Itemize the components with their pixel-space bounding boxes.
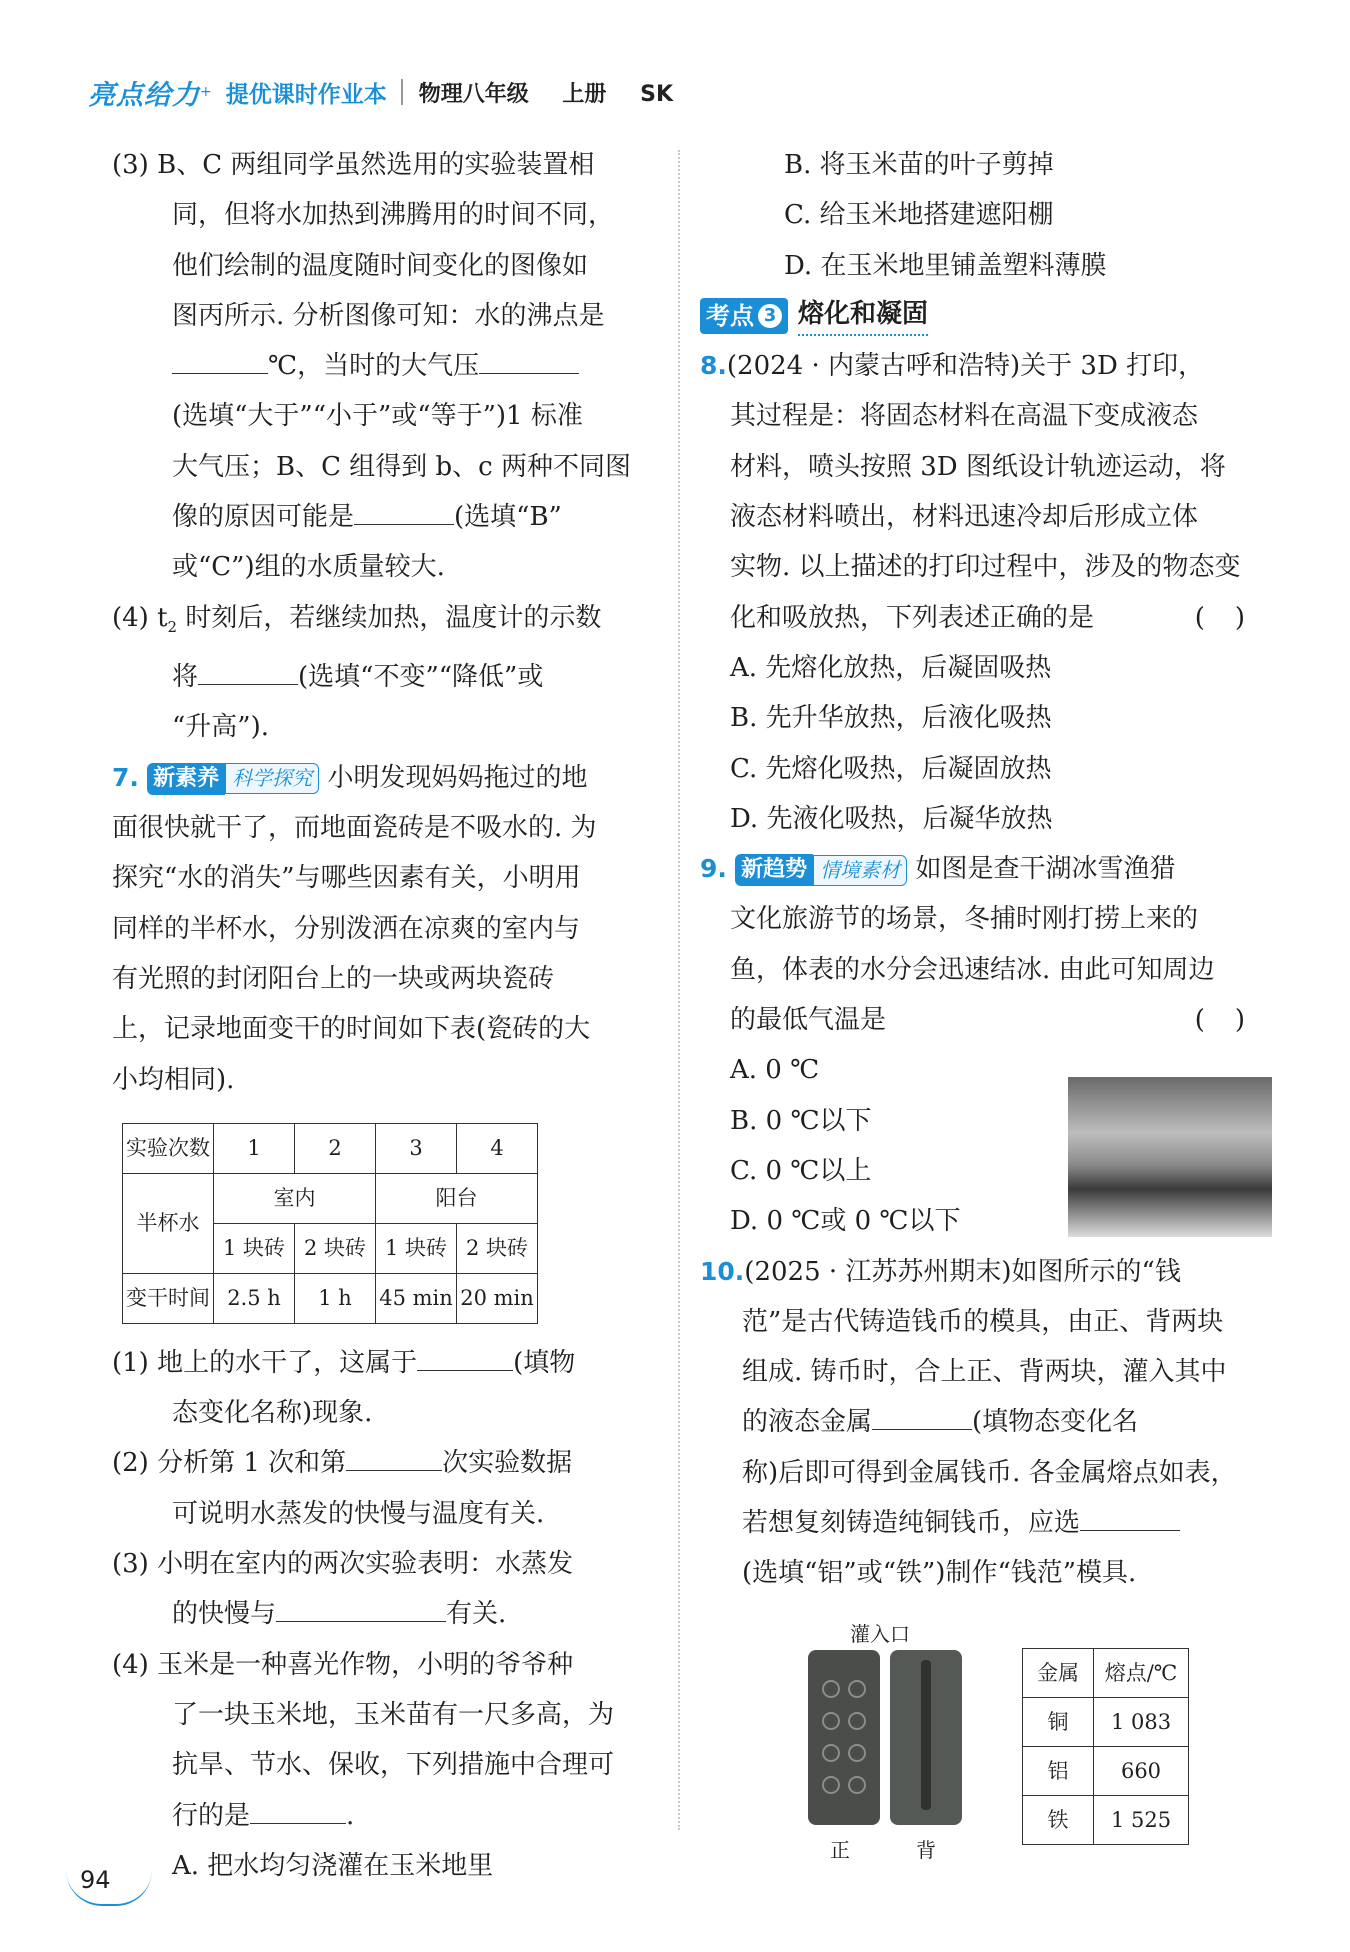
brand-logo: 亮点给力 bbox=[88, 79, 200, 111]
header-divider bbox=[401, 79, 403, 105]
q7-part1: (1) 地上的水干了，这属于 (填物 态变化名称)现象. bbox=[112, 1338, 660, 1439]
badge-context-material: 情境素材 bbox=[813, 855, 907, 886]
q8-option-b: B. 先升华放热，后液化吸热 bbox=[730, 703, 1052, 734]
q9-option-a: A. 0 ℃ bbox=[730, 1055, 820, 1086]
q7-option-b: B. 将玉米苗的叶子剪掉 bbox=[784, 150, 1054, 180]
badge-science-inquiry: 科学探究 bbox=[225, 763, 319, 794]
answer-blank[interactable] bbox=[276, 1591, 446, 1622]
q8-option-c: C. 先熔化吸热，后凝固放热 bbox=[730, 753, 1052, 784]
left-column bbox=[112, 140, 660, 1891]
q7-part2: (2) 分析第 1 次和第 次实验数据 可说明水蒸发的快慢与温度有关. bbox=[112, 1438, 660, 1539]
answer-blank[interactable] bbox=[250, 1793, 346, 1824]
answer-blank[interactable] bbox=[417, 1340, 513, 1371]
section-tag: 考点 3 bbox=[700, 298, 788, 334]
melting-point-table: 金属 熔点/℃ 铜 1 083 铝 660 铁 1 525 bbox=[1022, 1648, 1189, 1845]
page-number-ornament bbox=[66, 1870, 152, 1906]
page-number: 94 bbox=[80, 1866, 111, 1894]
q7-option-a: A. 把水均匀浇灌在玉米地里 bbox=[172, 1850, 494, 1881]
brand-mark: + bbox=[200, 84, 212, 100]
mold-back bbox=[890, 1650, 962, 1825]
badge-new-literacy: 新素养 bbox=[147, 763, 225, 795]
q7-option-d: D. 在玉米地里铺盖塑料薄膜 bbox=[784, 250, 1107, 281]
answer-blank[interactable] bbox=[872, 1399, 972, 1430]
q9-option-b: B. 0 ℃以下 bbox=[730, 1105, 872, 1136]
q8-option-a: A. 先熔化放热，后凝固吸热 bbox=[730, 652, 1052, 683]
fig-label-front: 正 bbox=[830, 1838, 850, 1862]
answer-paren[interactable]: () bbox=[1194, 602, 1275, 633]
melting-point-table-wrap bbox=[1022, 1648, 1189, 1845]
answer-blank[interactable] bbox=[172, 343, 268, 374]
section-number: 3 bbox=[758, 304, 782, 328]
q6-part3: (3) B、C 两组同学虽然选用的实验装置相 同，但将水加热到沸腾用的时间不同， 他们绘制的温度随时间变化的图像如 图丙所示. 分析图像可知：水的沸点是 ℃，当时的大气压 (选填“大于”“小于”或“等于”)1 标准 大气压；B、C 组得到 b、c 两种不同图 像的原因可能是 (选填“B” 或“C”)组的水质量较大. bbox=[112, 150, 631, 583]
answer-blank[interactable] bbox=[479, 343, 579, 374]
fig-label-back: 背 bbox=[916, 1838, 936, 1862]
badge-new-trend: 新趋势 bbox=[735, 854, 813, 886]
q8-option-d: D. 先液化吸热，后凝华放热 bbox=[730, 803, 1053, 834]
column-divider bbox=[678, 150, 680, 1830]
question-7: 7. 新素养 科学探究 小明发现妈妈拖过的地 面很快就干了，而地面瓷砖是不吸水的. 为 探究“水的消失”与哪些因素有关，小明用 同样的半杯水，分别泼洒在凉爽的室内与 有光照的封闭阳台上的一块或两块瓷砖 上，记录地面变干的时间如下表(瓷砖的大 小均相同). bbox=[112, 762, 597, 1095]
edition-label: SK bbox=[640, 81, 674, 107]
answer-blank[interactable] bbox=[354, 494, 454, 525]
book-meta bbox=[419, 77, 699, 108]
answer-blank[interactable] bbox=[198, 654, 298, 685]
question-9: 9. 新趋势 情境素材 如图是查干湖冰雪渔猎 文化旅游节的场景，冬捕时刚打捞上来的 鱼，体表的水分会迅速结冰. 由此可知周边 的最低气温是 () bbox=[700, 844, 1275, 1045]
subject-label: 物理八年级 bbox=[418, 81, 529, 107]
ice-fishing-photo bbox=[1068, 1077, 1272, 1237]
q7-part3: (3) 小明在室内的两次实验表明：水蒸发 的快慢与 有关. bbox=[112, 1549, 574, 1630]
q7-part4: (4) 玉米是一种喜光作物，小明的爷爷种 了一块玉米地，玉米苗有一尺多高，为 抗旱、节水、保收，下列措施中合理可 行的是 . bbox=[112, 1649, 615, 1831]
volume-label: 上册 bbox=[562, 81, 607, 107]
book-title: 提优课时作业本 bbox=[225, 81, 387, 108]
q6-part4: (4) $t_2$ 时刻后，若继续加热，温度计的示数 将 (选填“不变”“降低”或 “升高”). bbox=[112, 602, 602, 743]
question-8: 8.(2024 · 内蒙古呼和浩特)关于 3D 打印， 其过程是：将固态材料在高温下变成液态 材料，喷头按照 3D 图纸设计轨迹运动，将 液态材料喷出，材料迅速冷却后形成立体 实物. 以上描述的打印过程中，涉及的物态变 化和吸放热，下列表述正确的是 () bbox=[700, 341, 1275, 643]
q9-option-d: D. 0 ℃或 0 ℃以下 bbox=[730, 1206, 961, 1237]
question-10: 10.(2025 · 江苏苏州期末)如图所示的“钱 范”是古代铸造钱币的模具，由正、背两块 组成. 铸币时，合上正、背两块，灌入其中 的液态金属 (填物态变化名 称)后即可得到金属钱币. 各金属熔点如表， 若想复刻铸造纯铜钱币，应选 (选填“铝”或“铁”)制作“钱范”模具. bbox=[700, 1256, 1237, 1589]
answer-blank[interactable] bbox=[1080, 1500, 1180, 1531]
evaporation-table: 实验次数 1 2 3 4 半杯水 室内 阳台 1 块砖 2 块砖 1 块砖 2 块砖 变干时间 2.5 h 1 h 45 min 20 min bbox=[122, 1123, 538, 1324]
section-heading bbox=[700, 296, 928, 336]
answer-paren[interactable]: () bbox=[1194, 1005, 1275, 1036]
right-column bbox=[700, 140, 1275, 1599]
q7-option-c: C. 给玉米地搭建遮阳棚 bbox=[784, 200, 1054, 231]
section-title: 熔化和凝固 bbox=[798, 296, 928, 336]
q9-option-c: C. 0 ℃以上 bbox=[730, 1155, 872, 1186]
fig-label-inlet: 灌入口 bbox=[850, 1622, 910, 1646]
mold-front bbox=[808, 1650, 880, 1825]
answer-blank[interactable] bbox=[346, 1440, 442, 1471]
page-header bbox=[88, 72, 699, 112]
